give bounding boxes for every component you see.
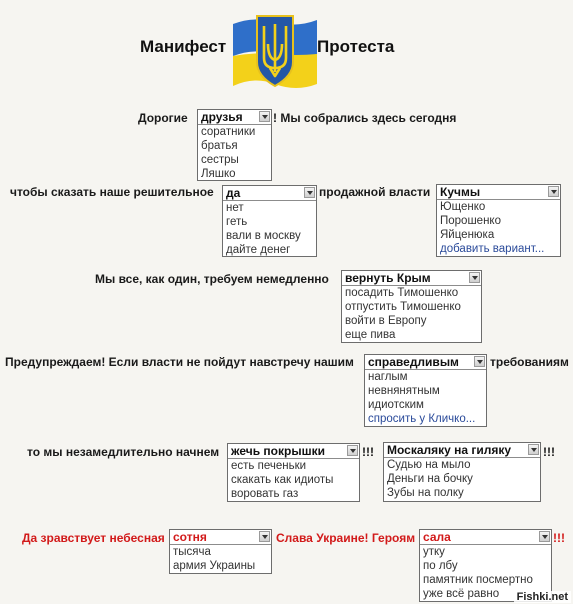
dropdown-option[interactable]: Яйценюка [440,229,495,241]
dropdown-option[interactable]: наглым [368,371,408,383]
dropdown-option[interactable]: армия Украины [173,560,256,572]
dropdown-power[interactable] [436,184,561,257]
dropdown-answer[interactable] [222,185,317,257]
title-left: Манифест [140,37,227,56]
chevron-down-icon[interactable] [304,187,315,198]
dropdown-option[interactable]: нет [226,202,244,214]
dropdown-option[interactable]: еще пива [345,329,396,341]
chevron-down-icon[interactable] [548,186,559,197]
chevron-down-icon[interactable] [539,531,550,542]
dropdown-action-selected[interactable]: жечь покрышки [228,444,359,459]
dropdown-option[interactable]: войти в Европу [345,315,427,327]
chevron-down-icon[interactable] [528,444,539,455]
dropdown-punishment[interactable] [383,442,541,502]
line6-text-start: Да зравствует небесная [22,531,165,545]
dropdown-heavenly[interactable] [169,529,272,574]
dropdown-option[interactable]: посадить Тимошенко [345,287,459,299]
dropdown-option[interactable]: геть [226,216,248,228]
dropdown-power-selected[interactable]: Кучмы [437,185,560,200]
dropdown-option[interactable]: тысяча [173,546,211,558]
dropdown-option[interactable]: по лбу [423,560,458,572]
chevron-down-icon[interactable] [259,531,270,542]
dropdown-answer-selected[interactable]: да [223,186,316,201]
dropdown-option[interactable]: отпустить Тимошенко [345,301,461,313]
dropdown-option[interactable]: Зубы на полку [387,487,464,499]
dropdown-demand-selected[interactable]: вернуть Крым [342,271,481,286]
line5-text-end: !!! [543,445,555,459]
ask-option-link[interactable]: спросить у Кличко... [368,413,476,425]
dropdown-option[interactable]: братья [201,140,238,152]
line4-text-end: требованиям [490,355,569,369]
dropdown-option[interactable]: воровать газ [231,488,299,500]
line6-text-mid: Слава Украине! Героям [276,531,416,545]
dropdown-option[interactable]: Ющенко [440,201,486,213]
chevron-down-icon[interactable] [474,356,485,367]
dropdown-option[interactable]: соратники [201,126,256,138]
watermark: Fishki.net [514,591,571,603]
dropdown-heroes-selected[interactable]: сала [420,530,551,545]
dropdown-option[interactable]: утку [423,546,445,558]
line3-text: Мы все, как один, требуем немедленно [95,272,329,286]
dropdown-heavenly-selected[interactable]: сотня [170,530,271,545]
add-option-link[interactable]: добавить вариант... [440,243,545,255]
line4-text-start: Предупреждаем! Если власти не пойдут навстречу нашим [5,355,354,369]
chevron-down-icon[interactable] [469,272,480,283]
dropdown-option[interactable]: Деньги на бочку [387,473,473,485]
dropdown-action[interactable] [227,443,360,502]
dropdown-friends[interactable] [197,109,272,181]
dropdown-option[interactable]: памятник посмертно [423,574,533,586]
emblem [233,10,317,90]
line6-text-end: !!! [553,531,565,545]
trident-emblem-icon [233,10,317,90]
line5-text-mid: !!! [362,445,374,459]
dropdown-option[interactable]: вали в москву [226,230,301,242]
dropdown-punishment-selected[interactable]: Москаляку на гиляку [384,443,540,458]
dropdown-demand[interactable] [341,270,482,343]
dropdown-option[interactable]: есть печеньки [231,460,307,472]
dropdown-option[interactable]: сестры [201,154,239,166]
dropdown-demands-type-selected[interactable]: справедливым [365,355,486,370]
line5-text-start: то мы незамедлительно начнем [27,445,220,459]
dropdown-friends-selected[interactable]: друзья [198,110,271,125]
dropdown-option[interactable]: Судью на мыло [387,459,471,471]
dropdown-option[interactable]: Ляшко [201,168,236,180]
dropdown-option[interactable]: скакать как идиоты [231,474,334,486]
chevron-down-icon[interactable] [347,445,358,456]
dropdown-demands-type[interactable] [364,354,487,427]
dropdown-option[interactable]: невнянятным [368,385,440,397]
dropdown-option[interactable]: Порошенко [440,215,501,227]
chevron-down-icon[interactable] [259,111,270,122]
dropdown-option[interactable]: уже всё равно [423,588,500,600]
line1-text-end: ! Мы собрались здесь сегодня [273,111,457,125]
line2-text-start: чтобы сказать наше решительное [10,185,214,199]
line2-text-mid: продажной власти [319,185,431,199]
dropdown-option[interactable]: дайте денег [226,244,291,256]
line1-text-start: Дорогие [138,111,188,125]
title-right: Протеста [317,37,395,56]
dropdown-option[interactable]: идиотским [368,399,424,411]
